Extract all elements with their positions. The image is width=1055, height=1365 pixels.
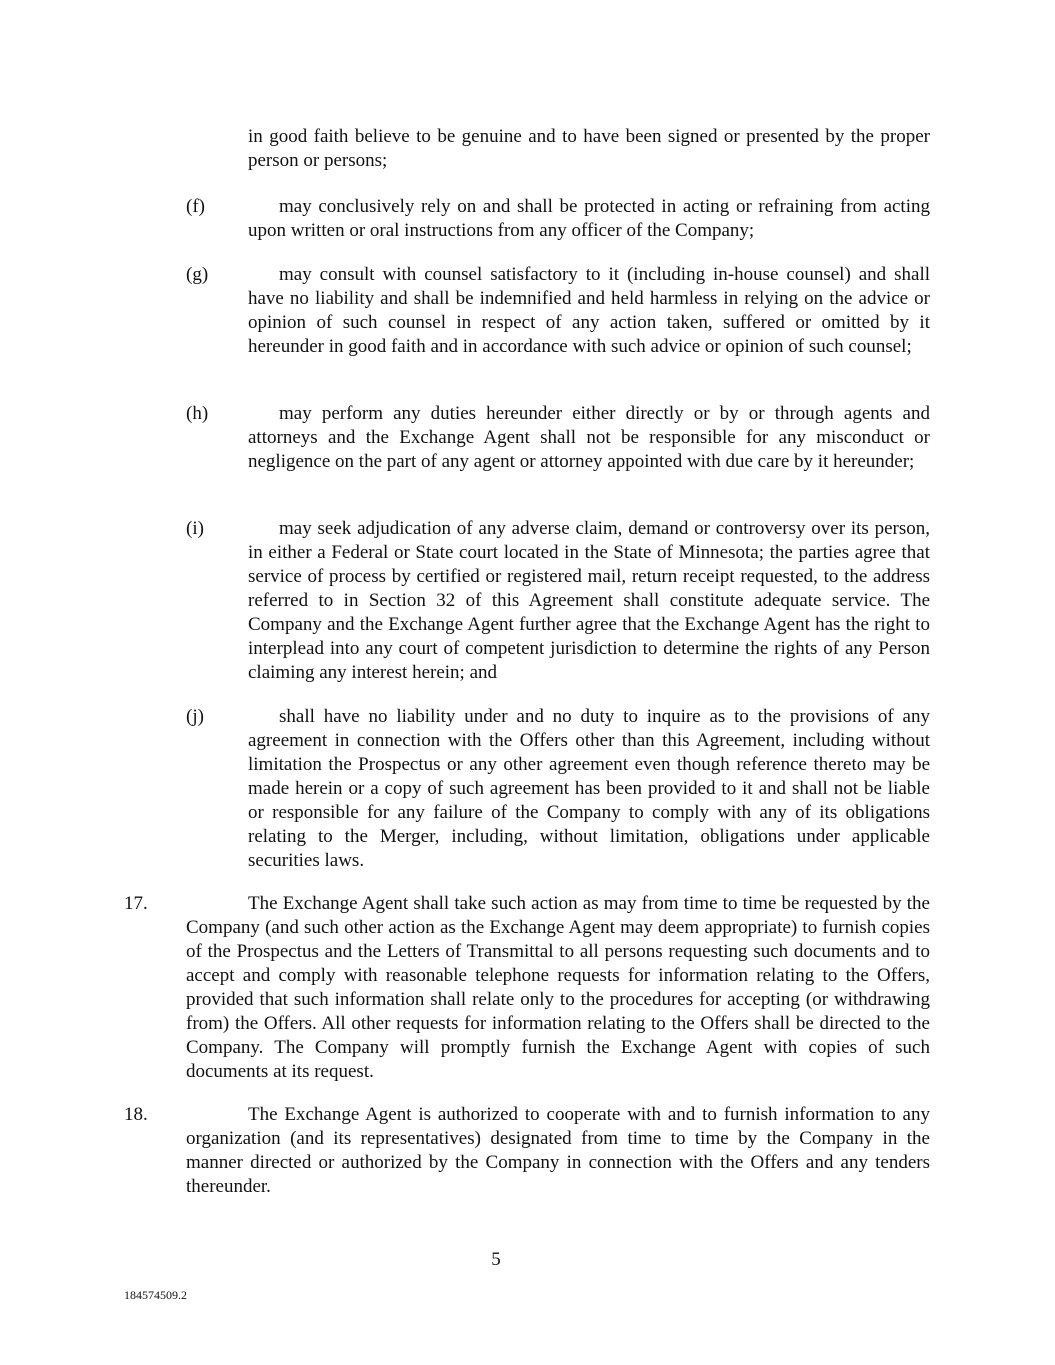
subitem-f-label: (f) — [186, 196, 205, 217]
continuation-paragraph: in good faith believe to be genuine and to have been signed or presented by the proper person or persons; — [248, 126, 930, 171]
subitem-j-label: (j) — [186, 706, 204, 727]
subitem-g-text: may consult with counsel satisfactory to it (including in-house counsel) and shall have no liability and shall be indemnified and held harmless in relying on the advice or opinion of such counsel in respect of any action taken, suffered or omitted by it hereunder in good faith and in accordance with such advice or opinion of such counsel; — [248, 264, 930, 357]
subitem-i-text: may seek adjudication of any adverse claim, demand or controversy over its person, in either a Federal or State court located in the State of Minnesota; the parties agree that service of process by certified or registered mail, return receipt requested, to the address referred to in Section 32 of this Agreement shall constitute adequate service. The Company and the Exchange Agent further agree that the Exchange Agent has the right to interplead into any court of competent jurisdiction to determine the rights of any Person claiming any interest herein; and — [248, 518, 930, 683]
section-17-text: The Exchange Agent shall take such action as may from time to time be requested by the Company (and such other action as the Exchange Agent may deem appropriate) to furnish copies of the Prospectus and the Letters of Transmittal to all persons requesting such documents and to accept and comply with reasonable telephone requests for information relating to the Offers, provided that such information shall relate only to the procedures for accepting (or withdrawing from) the Offers. All other requests for information relating to the Offers shall be directed to the Company. The Company will promptly furnish the Exchange Agent with copies of such documents at its request. — [186, 893, 930, 1082]
section-17-number: 17. — [124, 893, 148, 914]
page-number: 5 — [491, 1249, 501, 1270]
section-18-number: 18. — [124, 1104, 148, 1125]
subitem-f-text: may conclusively rely on and shall be protected in acting or refraining from acting upon written or oral instructions from any officer of the Company; — [248, 196, 930, 241]
subitem-g-label: (g) — [186, 264, 209, 285]
document-id: 184574509.2 — [124, 1288, 187, 1302]
subitem-h-text: may perform any duties hereunder either directly or by or through agents and attorneys and the Exchange Agent shall not be responsible for any misconduct or negligence on the part of any agent or attorney appointed with due care by it hereunder; — [248, 403, 930, 472]
subitem-j-text: shall have no liability under and no duty to inquire as to the provisions of any agreement in connection with the Offers other than this Agreement, including without limitation the Prospectus or any other agreement even though reference thereto may be made herein or a copy of such agreement has been provided to it and shall not be liable or responsible for any failure of the Company to comply with any of its obligations relating to the Merger, including, without limitation, obligations under applicable securities laws. — [248, 706, 930, 871]
subitem-i-label: (i) — [186, 518, 204, 539]
subitem-h-label: (h) — [186, 403, 209, 424]
section-18-text: The Exchange Agent is authorized to cooperate with and to furnish information to any organization (and its representatives) designated from time to time by the Company in the manner directed or authorized by the Company in connection with the Offers and any tenders thereunder. — [186, 1104, 930, 1197]
